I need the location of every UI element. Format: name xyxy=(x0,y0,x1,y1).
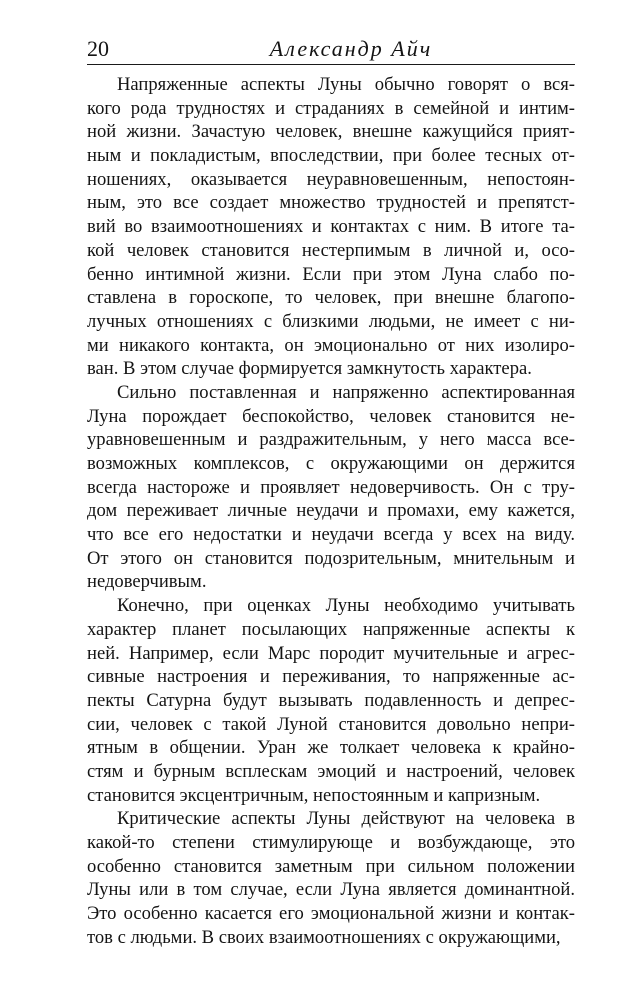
text-line: ношениях, оказывается неуравновешенным, непостоян- xyxy=(87,168,575,190)
text-line: ятным в общении. Уран же толкает человека к крайно- xyxy=(87,737,575,759)
paragraph xyxy=(87,807,575,949)
paragraph xyxy=(87,381,575,594)
text-line: кой человек становится нестерпимым в личной и, осо- xyxy=(87,239,575,261)
text-line: что все его недостатки и неудачи всегда у всех на виду. xyxy=(87,524,575,546)
text-line: Это особенно касается его эмоциональной жизни и контак- xyxy=(87,903,575,925)
text-line: ми никакого контакта, он эмоционально от них изолиро- xyxy=(87,334,575,356)
text-line: стям и бурным всплескам эмоций и настроений, человек xyxy=(87,760,575,782)
text-line: пекты Сатурна будут вызывать подавленность и депрес- xyxy=(87,689,575,711)
text-line: становится эксцентричным, непостоянным и капризным. xyxy=(87,784,541,806)
page-header xyxy=(87,34,575,65)
text-line: Критические аспекты Луны действуют на человека в xyxy=(117,808,575,830)
text-line: уравновешенным и раздражительным, у него масса все- xyxy=(87,429,575,451)
text-line: ней. Например, если Марс породит мучительные и агрес- xyxy=(87,642,575,664)
text-line: Сильно поставленная и напряженно аспектированная xyxy=(117,381,575,403)
text-line: тов с людьми. В своих взаимоотношениях с окружающими, xyxy=(87,926,561,948)
text-line: особенно становится заметным при сильном положении xyxy=(87,855,575,877)
running-title: Александр Айч xyxy=(269,36,433,61)
text-line: Напряженные аспекты Луны обычно говорят о вся- xyxy=(117,74,575,95)
text-line: бенно интимной жизни. Если при этом Луна слабо по- xyxy=(87,263,575,285)
paragraph xyxy=(87,594,575,807)
text-line: Луны или в том случае, если Луна является доминантной. xyxy=(87,879,575,901)
text-line: ным и покладистым, впоследствии, при более тесных от- xyxy=(87,145,575,167)
text-line: ставлена в гороскопе, то человек, при внешне благопо- xyxy=(87,287,575,309)
text-line: вий во взаимоотношениях и контактах с ним. В итоге та- xyxy=(87,216,575,238)
text-line: возможных комплексов, с окружающими он держится xyxy=(87,453,575,474)
paragraph xyxy=(87,73,575,381)
text-line: недоверчивым. xyxy=(87,571,207,593)
page-number: 20 xyxy=(87,36,109,61)
text-line: От этого он становится подозрительным, мнительным и xyxy=(87,547,575,569)
text-line: лучных отношениях с близкими людьми, не имеет с ни- xyxy=(87,310,575,332)
text-line: сии, человек с такой Луной становится довольно непри- xyxy=(87,713,575,735)
text-line: Конечно, при оценках Луны необходимо учитывать xyxy=(117,595,575,617)
text-line: ной жизни. Зачастую человек, внешне кажущийся прият- xyxy=(87,121,575,143)
text-line: Луна порождает беспокойство, человек становится не- xyxy=(87,405,575,427)
text-line: дом переживает личные неудачи и промахи, ему кажется, xyxy=(87,500,575,522)
text-line: характер планет посылающих напряженные аспекты к xyxy=(87,618,575,640)
text-line: всегда настороже и проявляет недоверчивость. Он с тру- xyxy=(87,476,575,498)
text-line: кого рода трудностях и страданиях в семейной и интим- xyxy=(87,97,575,119)
body-text xyxy=(87,73,575,949)
text-line: сивные настроения и переживания, то напряженные ас- xyxy=(87,666,575,688)
text-line: ным, это все создает множество трудностей и препятст- xyxy=(87,192,575,214)
text-line: какой-то степени стимулирующе и возбуждающе, это xyxy=(87,832,575,853)
text-line: ван. В этом случае формируется замкнутость характера. xyxy=(87,358,532,380)
